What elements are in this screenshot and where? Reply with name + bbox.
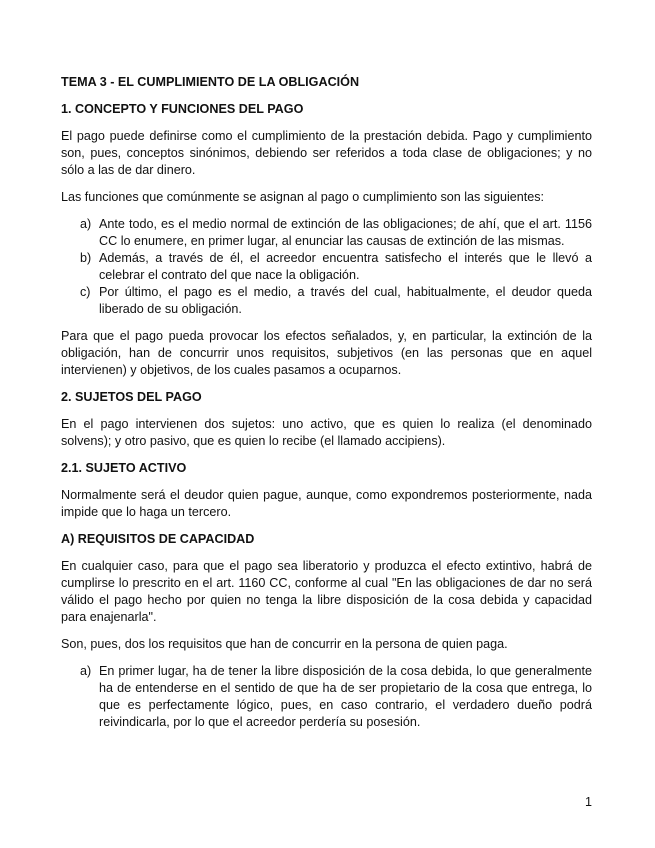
paragraph: El pago puede definirse como el cumplimiento de la prestación debida. Pago y cumplimiento son, pues, conceptos sinónimos, debiendo ser referidos a toda clase de obligaciones; y no sólo a las de dar dinero. <box>61 129 592 177</box>
list-marker: a) <box>80 217 92 231</box>
functions-list <box>61 216 592 318</box>
list-item <box>61 284 592 318</box>
section-heading-sujeto-activo: 2.1. SUJETO ACTIVO <box>61 461 187 475</box>
list-item-text: Además, a través de él, el acreedor encuentra satisfecho el interés que le llevó a celebrar el contrato del que nace la obligación. <box>99 251 592 282</box>
paragraph: Son, pues, dos los requisitos que han de concurrir en la persona de quien paga. <box>61 637 508 651</box>
page-number: 1 <box>585 795 593 809</box>
section-heading-requisitos: A) REQUISITOS DE CAPACIDAD <box>61 532 255 546</box>
paragraph: Normalmente será el deudor quien pague, aunque, como expondremos posteriormente, nada impide que lo haga un tercero. <box>61 488 592 519</box>
paragraph: Las funciones que comúnmente se asignan al pago o cumplimiento son las siguientes: <box>61 190 545 204</box>
paragraph: En el pago intervienen dos sujetos: uno activo, que es quien lo realiza (el denominado solvens); y otro pasivo, que es quien lo recibe (el llamado accipiens). <box>61 417 592 448</box>
document-page <box>61 74 592 741</box>
list-marker: b) <box>80 251 92 265</box>
section-heading-concepto: 1. CONCEPTO Y FUNCIONES DEL PAGO <box>61 102 304 116</box>
list-item-text: En primer lugar, ha de tener la libre disposición de la cosa debida, lo que generalmente ha de entenderse en el sentido de que ha de ser propietario de la cosa que entrega, lo que es perfectamente lógico, pues, en caso contrario, el verdadero dueño podrá reivindicarla, por lo que el acreedor perdería su posesión. <box>99 664 592 729</box>
list-item <box>61 250 592 284</box>
paragraph: Para que el pago pueda provocar los efectos señalados, y, en particular, la extinción de la obligación, han de concurrir unos requisitos, subjetivos (en las personas que en aquel intervienen) y objetivos, de los cuales pasamos a ocuparnos. <box>61 329 592 377</box>
list-item <box>61 216 592 250</box>
document-title: TEMA 3 - EL CUMPLIMIENTO DE LA OBLIGACIÓN <box>61 75 360 89</box>
section-heading-sujetos: 2. SUJETOS DEL PAGO <box>61 390 202 404</box>
requirements-list <box>61 663 592 731</box>
paragraph: En cualquier caso, para que el pago sea liberatorio y produzca el efecto extintivo, habrá de cumplirse lo prescrito en el art. 1160 CC, conforme al cual "En las obligaciones de dar no será válido el pago hecho por quien no tenga la libre disposición de la cosa debida y capacidad para enajenarla". <box>61 559 592 624</box>
list-marker: a) <box>80 664 92 678</box>
list-item-text: Por último, el pago es el medio, a través del cual, habitualmente, el deudor queda liberado de su obligación. <box>99 285 592 316</box>
list-item-text: Ante todo, es el medio normal de extinción de las obligaciones; de ahí, que el art. 1156 CC lo enumere, en primer lugar, al enunciar las causas de extinción de las mismas. <box>99 217 592 248</box>
list-marker: c) <box>80 285 91 299</box>
list-item <box>61 663 592 731</box>
